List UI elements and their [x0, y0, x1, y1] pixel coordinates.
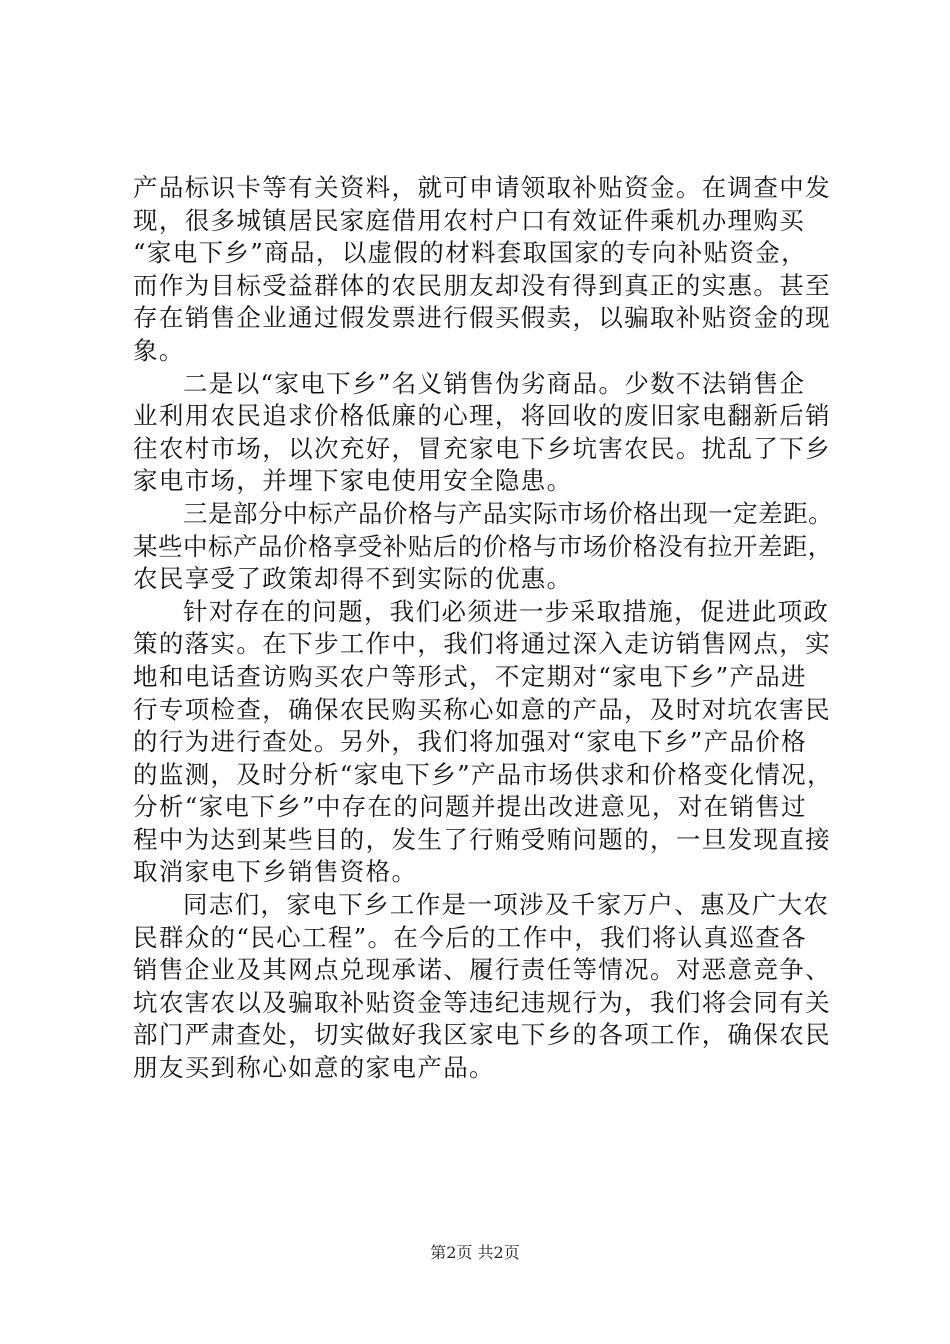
text-line: 的监测，及时分析“家电下乡”产品市场供求和价格变化情况，: [133, 759, 833, 789]
text-line: 程中为达到某些目的，发生了行贿受贿问题的，一旦发现直接: [133, 824, 831, 854]
text-line: 地和电话查访购买农户等形式，不定期对“家电下乡”产品进: [133, 661, 807, 691]
text-line: “家电下乡”商品，以虚假的材料套取国家的专向补贴资金，: [133, 238, 807, 268]
text-line: 二是以“家电下乡”名义销售伪劣商品。少数不法销售企: [183, 368, 806, 398]
text-line: 民群众的“民心工程”。在今后的工作中，我们将认真巡查各: [133, 922, 807, 952]
text-line: 象。: [133, 335, 185, 365]
text-line: 朋友买到称心如意的家电产品。: [133, 1053, 495, 1083]
text-line: 部门严肃查处，切实做好我区家电下乡的各项工作，确保农民: [133, 1020, 831, 1050]
text-line: 策的落实。在下步工作中，我们将通过深入走访销售网点，实: [133, 629, 831, 659]
text-line: 现，很多城镇居民家庭借用农村户口有效证件乘机办理购买: [133, 205, 806, 235]
text-line: 坑农害农以及骗取补贴资金等违纪违规行为，我们将会同有关: [133, 987, 831, 1017]
text-line: 存在销售企业通过假发票进行假买假卖，以骗取补贴资金的现: [133, 303, 831, 333]
text-line: 分析“家电下乡”中存在的问题并提出改进意见，对在销售过: [133, 792, 807, 822]
text-line: 产品标识卡等有关资料，就可申请领取补贴资金。在调查中发: [133, 173, 831, 202]
text-line: 农民享受了政策却得不到实际的优惠。: [133, 564, 573, 594]
text-line: 三是部分中标产品价格与产品实际市场价格出现一定差距。: [183, 498, 834, 528]
text-line: 家电市场，并埋下家电使用安全隐患。: [133, 466, 573, 496]
text-line: 某些中标产品价格享受补贴后的价格与市场价格没有拉开差距，: [133, 531, 833, 561]
page-footer: 第2页 共2页: [430, 1243, 520, 1262]
text-line: 而作为目标受益群体的农民朋友却没有得到真正的实惠。甚至: [133, 270, 831, 300]
text-line: 销售企业及其网点兑现承诺、履行责任等情况。对恶意竞争、: [133, 955, 831, 985]
text-line: 取消家电下乡销售资格。: [133, 857, 418, 887]
body-text: [133, 172, 833, 1085]
text-line: 同志们，家电下乡工作是一项涉及千家万户、惠及广大农: [183, 890, 830, 920]
text-line: 往农村市场，以次充好，冒充家电下乡坑害农民。扰乱了下乡: [133, 433, 831, 463]
text-line: 针对存在的问题，我们必须进一步采取措施，促进此项政: [183, 596, 830, 626]
text-line: 的行为进行查处。另外，我们将加强对“家电下乡”产品价格: [133, 727, 807, 757]
text-line: 行专项检查，确保农民购买称心如意的产品，及时对坑农害民: [133, 694, 831, 724]
text-line: 业利用农民追求价格低廉的心理，将回收的废旧家电翻新后销: [133, 401, 831, 431]
